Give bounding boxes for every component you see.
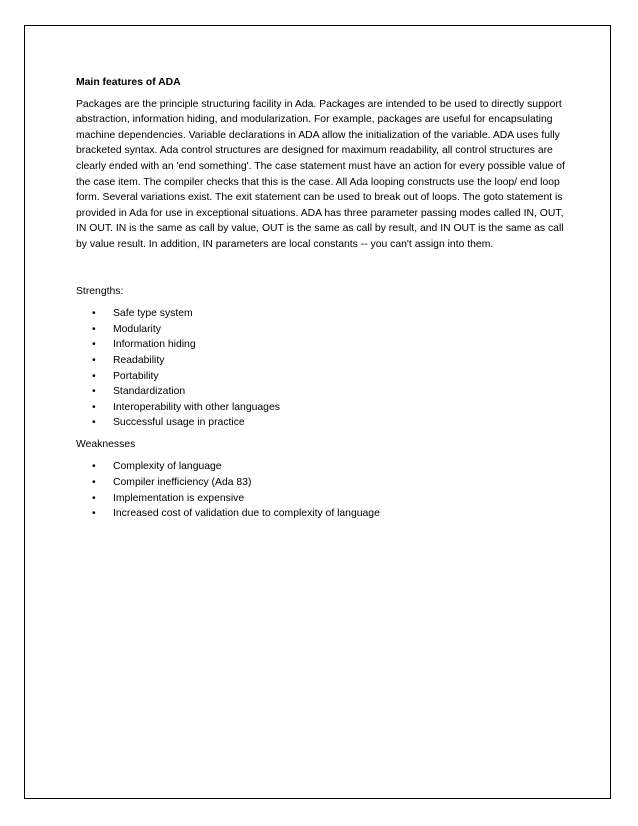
bullet-icon: • bbox=[92, 477, 96, 489]
intro-paragraph: Packages are the principle structuring facility in Ada. Packages are intended to be used to directly support abstraction, information hiding, and modularization. For example, packages are useful for encapsulating machine dependencies. Variable declarations in ADA allow the initialization of the variable. ADA uses fully bracketed syntax. Ada control structures are designed for maximum readability, all control structures are clearly ended with an 'end something'. The case statement must have an action for every possible value of the case item. The compiler checks that this is the case. All Ada looping constructs use the loop/ end loop form. Several variations exist. The exit statement can be used to break out of loops. The goto statement is provided in Ada for use in exceptional situations. ADA has three parameter passing modes called IN, OUT, IN OUT. IN is the same as call by value, OUT is the same as call by result, and IN OUT is the same as call by value result. In addition, IN parameters are local constants -- you can't assign into them. bbox=[76, 98, 565, 250]
document-heading: Main features of ADA bbox=[76, 77, 181, 88]
list-item bbox=[76, 400, 566, 416]
weaknesses-list bbox=[76, 459, 566, 521]
list-item-text: Standardization bbox=[113, 386, 186, 398]
list-item-text: Modularity bbox=[113, 323, 161, 335]
strengths-list bbox=[76, 306, 566, 431]
strengths-label: Strengths: bbox=[76, 285, 124, 297]
list-item bbox=[76, 475, 566, 491]
list-item bbox=[76, 491, 566, 507]
bullet-icon: • bbox=[92, 308, 96, 320]
list-item bbox=[76, 306, 566, 322]
list-item bbox=[76, 384, 566, 400]
bullet-icon: • bbox=[92, 386, 96, 398]
list-item-text: Complexity of language bbox=[113, 461, 222, 473]
list-item bbox=[76, 322, 566, 338]
list-item bbox=[76, 459, 566, 475]
bullet-icon: • bbox=[92, 370, 96, 382]
list-item bbox=[76, 506, 566, 522]
list-item-text: Readability bbox=[113, 354, 165, 366]
bullet-icon: • bbox=[92, 354, 96, 366]
list-item-text: Safe type system bbox=[113, 308, 193, 320]
bullet-icon: • bbox=[92, 401, 96, 413]
list-item-text: Information hiding bbox=[113, 339, 196, 351]
bullet-icon: • bbox=[92, 417, 96, 429]
list-item-text: Successful usage in practice bbox=[113, 417, 245, 429]
list-item bbox=[76, 415, 566, 431]
list-item-text: Interoperability with other languages bbox=[113, 401, 280, 413]
weaknesses-label: Weaknesses bbox=[76, 438, 136, 450]
list-item bbox=[76, 369, 566, 385]
list-item-text: Compiler inefficiency (Ada 83) bbox=[113, 477, 252, 489]
bullet-icon: • bbox=[92, 492, 96, 504]
list-item bbox=[76, 353, 566, 369]
bullet-icon: • bbox=[92, 323, 96, 335]
bullet-icon: • bbox=[92, 461, 96, 473]
list-item-text: Portability bbox=[113, 370, 159, 382]
list-item-text: Increased cost of validation due to complexity of language bbox=[113, 508, 380, 520]
bullet-icon: • bbox=[92, 339, 96, 351]
list-item bbox=[76, 337, 566, 353]
list-item-text: Implementation is expensive bbox=[113, 492, 245, 504]
bullet-icon: • bbox=[92, 508, 96, 520]
document-body bbox=[76, 75, 566, 522]
